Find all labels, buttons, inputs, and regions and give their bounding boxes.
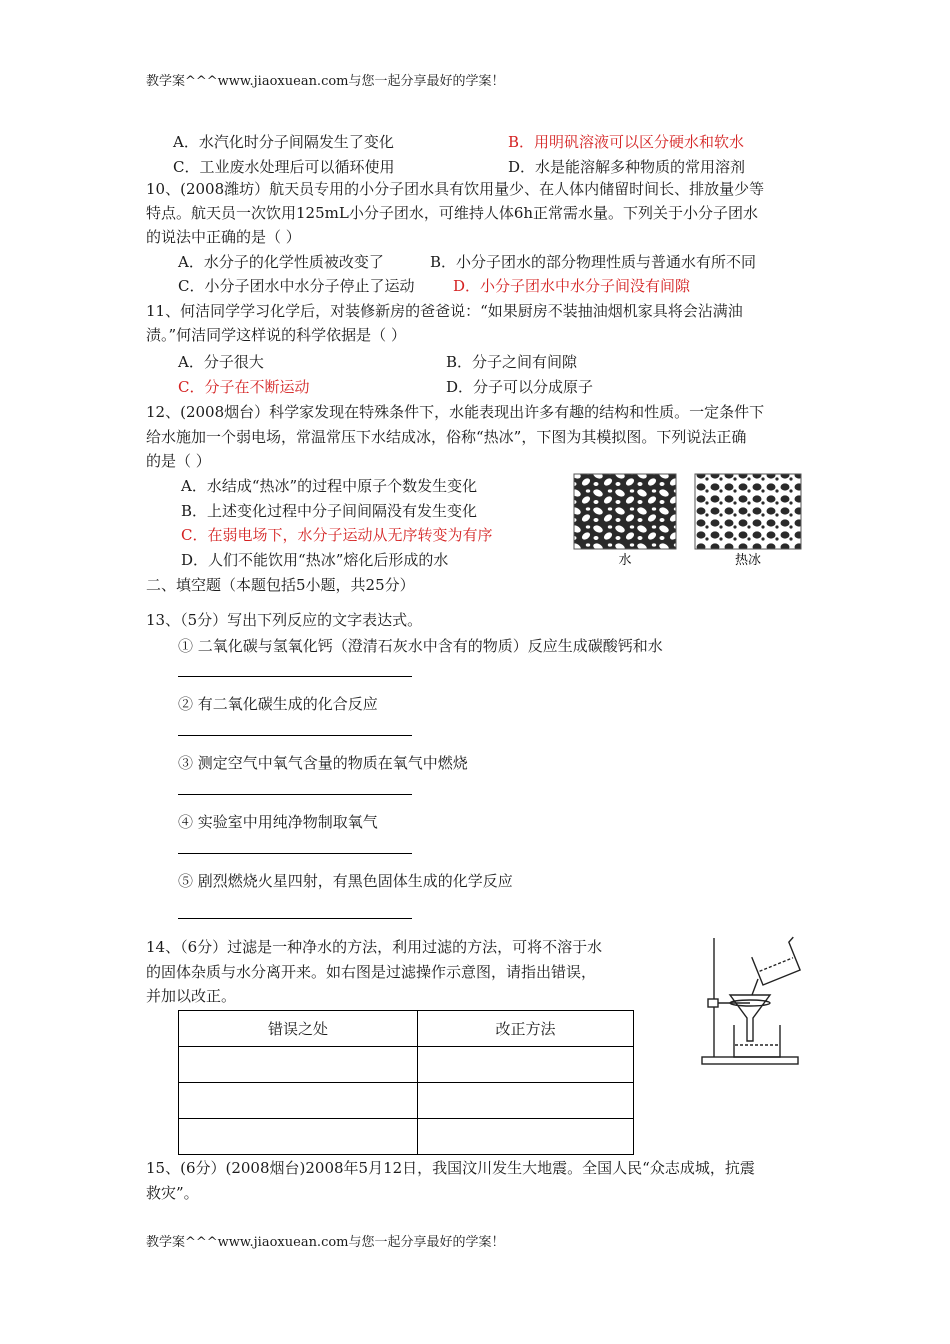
- q11-option-b: B．分子之间有间隙: [446, 353, 578, 371]
- table-row: [179, 1119, 634, 1155]
- page-header: 教学案^^^www.jiaoxuean.com与您一起分享最好的学案！: [146, 74, 505, 89]
- q15-line1: 15、(6分）(2008烟台)2008年5月12日，我国汶川发生大地震。全国人民“众志成城，抗震: [146, 1159, 755, 1177]
- q13-item-4: ④ 实验室中用纯净物制取氧气: [178, 813, 378, 831]
- q9-option-c: C．工业废水处理后可以循环使用: [173, 158, 395, 176]
- q12-option-b: B．上述变化过程中分子间间隔没有发生变化: [181, 502, 478, 520]
- q14-line2: 的固体杂质与水分离开来。如右图是过滤操作示意图，请指出错误，: [146, 963, 597, 981]
- q13-item-3: ③ 测定空气中氧气含量的物质在氧气中燃烧: [178, 754, 468, 772]
- q13-item-1: ① 二氧化碳与氢氧化钙（澄清石灰水中含有的物质）反应生成碳酸钙和水: [178, 637, 663, 655]
- table-header-correction: 改正方法: [418, 1011, 634, 1047]
- q13-title: 13、（5分）写出下列反应的文字表达式。: [146, 611, 423, 629]
- page-footer: 教学案^^^www.jiaoxuean.com与您一起分享最好的学案！: [146, 1235, 505, 1250]
- q14-line1: 14、（6分）过滤是一种净水的方法，利用过滤的方法，可将不溶于水: [146, 938, 603, 956]
- q9-option-b-answer: B．用明矾溶液可以区分硬水和软水: [508, 133, 745, 151]
- q11-option-c-answer: C．分子在不断运动: [178, 378, 310, 396]
- q9-option-a: A．水汽化时分子间隔发生了变化: [173, 133, 394, 151]
- q11-line2: 渍。”何洁同学这样说的科学依据是（ ）: [146, 326, 406, 344]
- q10-option-d-answer: D．小分子团水中水分子间没有间隙: [453, 277, 691, 295]
- q9-option-d: D．水是能溶解多种物质的常用溶剂: [508, 158, 746, 176]
- q11-option-a: A．分子很大: [178, 353, 264, 371]
- q12-line2: 给水施加一个弱电场，常温常压下水结成冰，俗称“热冰”，下图为其模拟图。下列说法正确: [146, 428, 747, 446]
- answer-line-1[interactable]: [178, 676, 412, 677]
- table-cell-correction[interactable]: [418, 1083, 634, 1119]
- q13-item-5: ⑤ 剧烈燃烧火星四射，有黑色固体生成的化学反应: [178, 872, 513, 890]
- q10-option-c: C．小分子团水中水分子停止了运动: [178, 277, 415, 295]
- answer-line-4[interactable]: [178, 853, 412, 854]
- table-cell-correction[interactable]: [418, 1047, 634, 1083]
- table-cell-error[interactable]: [179, 1083, 418, 1119]
- q11-line1: 11、何洁同学学习化学后，对装修新房的爸爸说：“如果厨房不装抽油烟机家具将会沾满油: [146, 302, 743, 320]
- fig-label-water: 水: [618, 553, 632, 568]
- q12-option-d: D．人们不能饮用“热冰”熔化后形成的水: [181, 551, 449, 569]
- q12-line3: 的是（ ）: [146, 452, 211, 470]
- hot-ice-figure: [570, 470, 810, 570]
- answer-line-2[interactable]: [178, 735, 412, 736]
- q11-option-d: D．分子可以分成原子: [446, 378, 594, 396]
- water-disordered-diagram: [574, 474, 676, 549]
- answer-line-3[interactable]: [178, 794, 412, 795]
- stand-base: [702, 1057, 798, 1064]
- hot-ice-ordered-diagram: [695, 474, 801, 549]
- table-row: [179, 1047, 634, 1083]
- table-cell-error[interactable]: [179, 1119, 418, 1155]
- fig-label-hot-ice: 热冰: [734, 553, 762, 568]
- answer-line-5[interactable]: [178, 918, 412, 919]
- table-cell-correction[interactable]: [418, 1119, 634, 1155]
- q12-option-c-answer: C．在弱电场下，水分子运动从无序转变为有序: [181, 526, 493, 544]
- q12-option-a: A．水结成“热冰”的过程中原子个数发生变化: [181, 477, 478, 495]
- filtration-apparatus-figure: [698, 933, 808, 1068]
- q10-line1: 10、(2008潍坊）航天员专用的小分子团水具有饮用量少、在人体内储留时间长、排放量少等: [146, 180, 765, 198]
- funnel: [730, 995, 770, 1041]
- table-row: [179, 1083, 634, 1119]
- pouring-beaker: [751, 937, 806, 985]
- q10-option-a: A．水分子的化学性质被改变了: [178, 253, 384, 271]
- q10-line2: 特点。航天员一次饮用125mL小分子团水，可维持人体6h正常需水量。下列关于小分子团水: [146, 204, 759, 222]
- table-header-error: 错误之处: [179, 1011, 418, 1047]
- q14-line3: 并加以改正。: [146, 987, 237, 1005]
- section2-heading: 二、填空题（本题包括5小题，共25分）: [146, 576, 415, 594]
- q12-line1: 12、(2008烟台）科学家发现在特殊条件下，水能表现出许多有趣的结构和性质。一定条件下: [146, 403, 765, 421]
- q10-line3: 的说法中正确的是（ ）: [146, 228, 301, 246]
- q13-item-2: ② 有二氧化碳生成的化合反应: [178, 695, 378, 713]
- q15-line2: 救灾”。: [146, 1184, 199, 1202]
- table-cell-error[interactable]: [179, 1047, 418, 1083]
- q14-answer-table: [178, 1010, 634, 1155]
- beaker: [734, 1025, 780, 1057]
- q10-option-b: B．小分子团水的部分物理性质与普通水有所不同: [430, 253, 757, 271]
